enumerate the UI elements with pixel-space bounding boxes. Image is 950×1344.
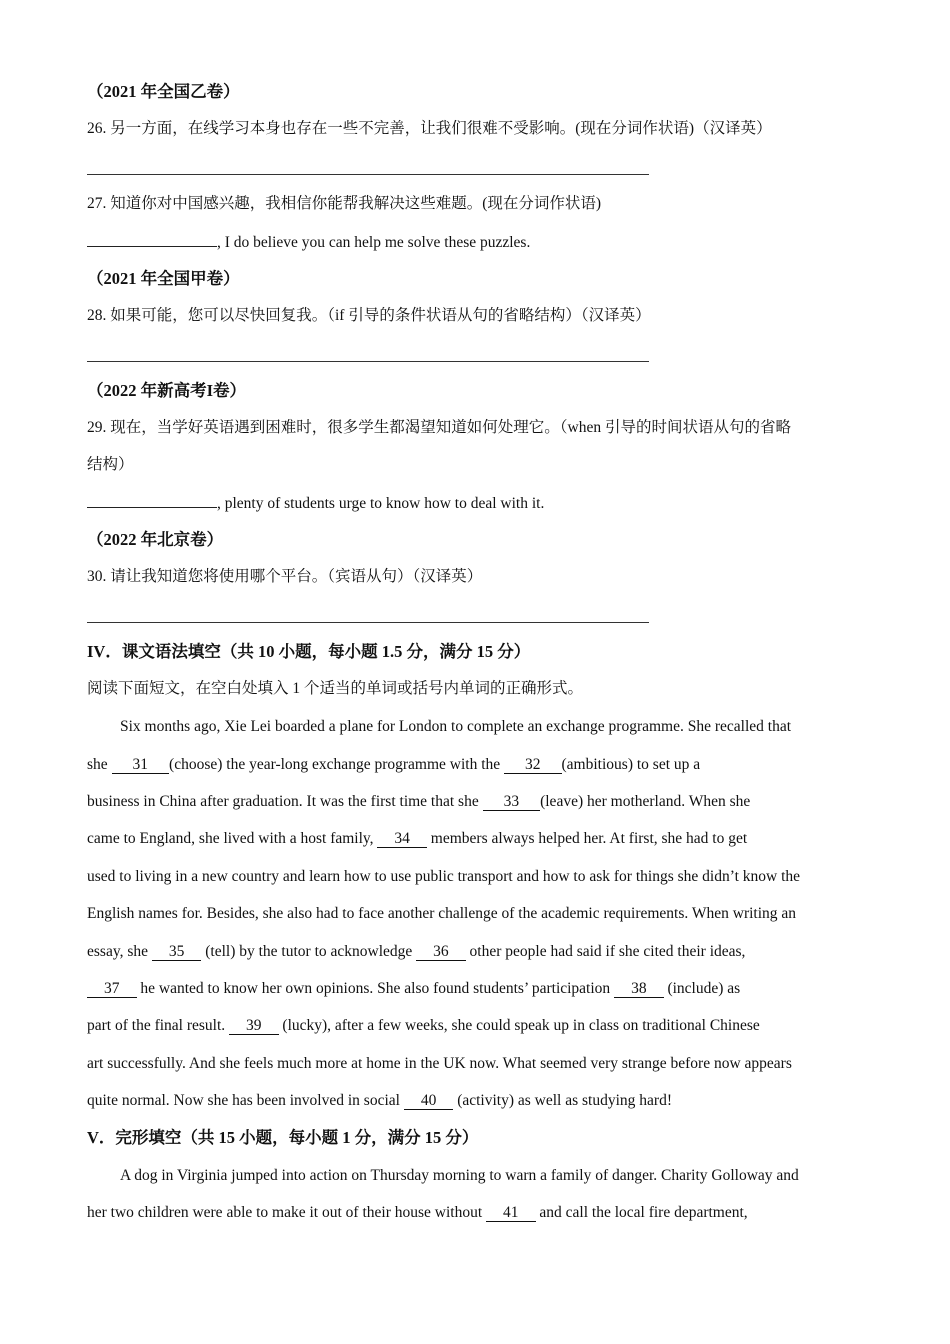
- text: he wanted to know her own opinions. She also found students’ participation: [136, 980, 615, 997]
- passage-line-5: used to living in a new country and learn how to use public transport and how to ask for things she didn’t know the: [87, 868, 801, 885]
- gap-41[interactable]: 41: [486, 1204, 536, 1221]
- passage-line-1: Six months ago, Xie Lei boarded a plane for London to complete an exchange programme. She recalled that: [120, 718, 792, 735]
- answer-line-30[interactable]: [87, 622, 649, 623]
- passage-line-4: [87, 829, 864, 849]
- passage-line-10: art successfully. And she feels much more at home in the UK now. What seemed very strange before now appears: [87, 1055, 792, 1072]
- question-29-line1: 29. 现在，当学好英语遇到困难时，很多学生都渴望知道如何处理它。（when 引导的时间状语从句的省略: [87, 419, 791, 436]
- text: (leave) her motherland. When she: [540, 793, 751, 810]
- text: (ambitious) to set up a: [561, 756, 701, 773]
- text: (lucky), after a few weeks, she could speak up in class on traditional Chinese: [278, 1017, 760, 1034]
- passage-line-8: [87, 979, 864, 999]
- passage-line-6: English names for. Besides, she also had to face another challenge of the academic requirements. When writing an: [87, 905, 797, 922]
- passage-line-9: [87, 1016, 864, 1036]
- gap-35[interactable]: 35: [152, 943, 202, 960]
- gap-37[interactable]: 37: [87, 980, 137, 997]
- section-5-title: V．完形填空（共 15 小题，每小题 1 分，满分 15 分）: [87, 1128, 479, 1147]
- question-27-tail: , I do believe you can help me solve these puzzles.: [217, 234, 531, 251]
- text: quite normal. Now she has been involved in social: [87, 1092, 404, 1109]
- answer-line-26[interactable]: [87, 174, 649, 175]
- question-27: 27. 知道你对中国感兴趣，我相信你能帮我解决这些难题。(现在分词作状语): [87, 195, 602, 212]
- text: came to England, she lived with a host family,: [87, 830, 378, 847]
- question-30: 30. 请让我知道您将使用哪个平台。（宾语从句）（汉译英）: [87, 568, 483, 585]
- answer-line-28[interactable]: [87, 361, 649, 362]
- text: essay, she: [87, 943, 152, 960]
- text: (include) as: [663, 980, 741, 997]
- gap-36[interactable]: 36: [416, 943, 466, 960]
- text: and call the local fire department,: [535, 1204, 748, 1221]
- text: (choose) the year-long exchange programme with the: [169, 756, 505, 773]
- gap-38[interactable]: 38: [614, 980, 664, 997]
- text: part of the final result.: [87, 1017, 230, 1034]
- question-29-line2: 结构）: [87, 456, 134, 473]
- gap-31[interactable]: 31: [112, 756, 170, 773]
- question-29-tail: , plenty of students urge to know how to deal with it.: [217, 495, 545, 512]
- cloze-line-1: A dog in Virginia jumped into action on Thursday morning to warn a family of danger. Charity Golloway and: [120, 1167, 799, 1184]
- question-28: 28. 如果可能，您可以尽快回复我。（if 引导的条件状语从句的省略结构）（汉译英）: [87, 307, 651, 324]
- text: other people had said if she cited their ideas,: [465, 943, 746, 960]
- section-header-2022-beijing: （2022 年北京卷）: [87, 530, 224, 549]
- section-header-2022-xingaokao: （2022 年新高考I卷）: [87, 381, 247, 400]
- section-4-title: IV．课文语法填空（共 10 小题，每小题 1.5 分，满分 15 分）: [87, 642, 531, 661]
- question-29-answer: [87, 493, 864, 514]
- gap-33[interactable]: 33: [483, 793, 541, 810]
- gap-32[interactable]: 32: [504, 756, 562, 773]
- passage-line-7: [87, 942, 864, 962]
- gap-34[interactable]: 34: [377, 830, 427, 847]
- text: her two children were able to make it out of their house without: [87, 1204, 487, 1221]
- cloze-line-2: [87, 1203, 864, 1223]
- text: members always helped her. At first, she had to get: [426, 830, 748, 847]
- passage-line-2: [87, 755, 864, 775]
- question-27-answer: [87, 232, 864, 253]
- question-26: 26. 另一方面，在线学习本身也存在一些不完善，让我们很难不受影响。(现在分词作状语)（汉译英）: [87, 120, 772, 137]
- section-4-instructions: 阅读下面短文，在空白处填入 1 个适当的单词或括号内单词的正确形式。: [87, 680, 584, 697]
- passage-line-3: [87, 792, 864, 812]
- passage-line-11: [87, 1091, 864, 1111]
- text: (activity) as well as studying hard!: [453, 1092, 672, 1109]
- text: (tell) by the tutor to acknowledge: [201, 943, 417, 960]
- section-header-2021-yi: （2021 年全国乙卷）: [87, 82, 240, 101]
- answer-blank-27[interactable]: [87, 232, 217, 247]
- gap-39[interactable]: 39: [229, 1017, 279, 1034]
- text: she: [87, 756, 112, 773]
- answer-blank-29[interactable]: [87, 493, 217, 508]
- text: business in China after graduation. It was the first time that she: [87, 793, 483, 810]
- gap-40[interactable]: 40: [404, 1092, 454, 1109]
- section-header-2021-jia: （2021 年全国甲卷）: [87, 269, 240, 288]
